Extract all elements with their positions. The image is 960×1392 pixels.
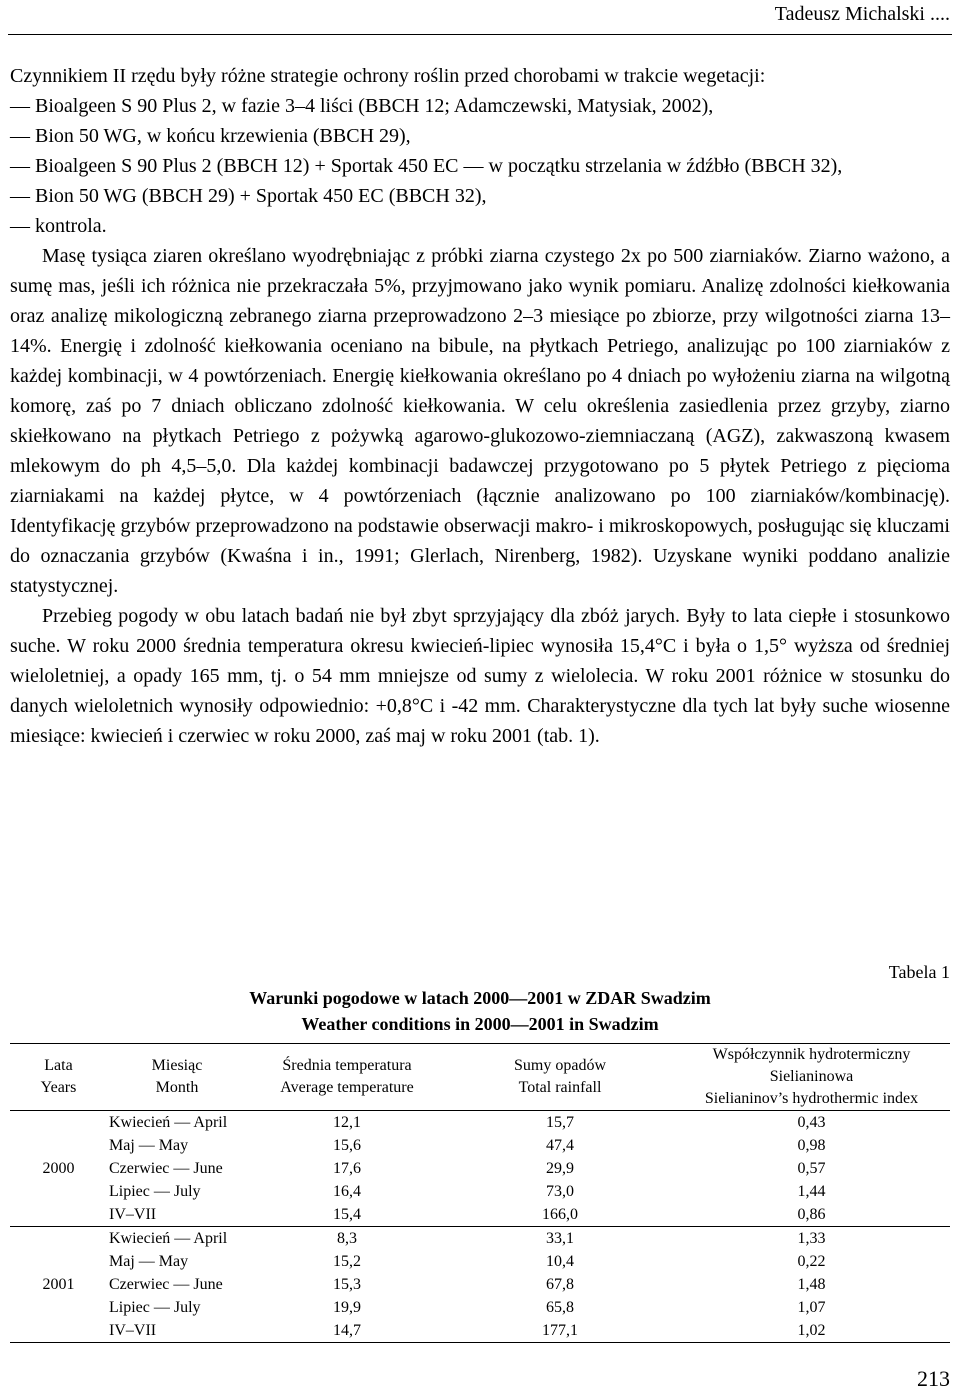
weather-paragraph: Przebieg pogody w obu latach badań nie był zbyt sprzyjający dla zbóż jarych. Były to lata ciepłe i stosunkowo suche. W roku 2000 średnia temperatura okresu kwiecień-lipiec wynosiła 15,4°C i była o 1,5° wyższa od średniej wieloletniej, a opady 165 mm, tj. o 54 mm mniejsze od sumy z wielolecia. W roku 2001 różnice w stosunku do danych wieloletnich wynosiły odpowiednio: +0,8°C i -42 mm. Charakterystyczne dla tych lat były suche wiosenne miesiące: kwiecień i czerwiec w roku 2000, zaś maj w roku 2001 (tab. 1).	[10, 605, 950, 747]
rain-cell: 33,1	[546, 1230, 574, 1247]
temp-cell: 8,3	[337, 1230, 357, 1247]
col-header-index	[673, 1044, 950, 1111]
temp-cell: 15,3	[333, 1276, 361, 1293]
intro-paragraph: Czynnikiem II rzędu były różne strategie ochrony roślin przed chorobami w trakcie wegetacji:	[10, 65, 766, 87]
list-item: — Bion 50 WG, w końcu krzewienia (BBCH 29),	[10, 125, 411, 147]
header-temp-en: Average temperature	[280, 1079, 414, 1096]
rain-cell: 29,9	[546, 1160, 574, 1177]
table-row	[10, 1180, 950, 1203]
list-item: — Bioalgeen S 90 Plus 2, w fazie 3–4 liści (BBCH 12; Adamczewski, Matysiak, 2002),	[10, 95, 714, 117]
header-month-en: Month	[155, 1079, 199, 1096]
month-cell: Lipiec — July	[109, 1299, 201, 1316]
col-header-year	[10, 1044, 107, 1111]
table-row	[10, 1296, 950, 1319]
col-header-rain	[447, 1044, 673, 1111]
header-index-en: Sielianinov’s hydrothermic index	[704, 1090, 919, 1107]
month-cell: Czerwiec — June	[109, 1160, 223, 1177]
col-header-temp	[247, 1044, 447, 1111]
month-cell: Lipiec — July	[109, 1183, 201, 1200]
index-cell: 0,43	[797, 1114, 826, 1131]
header-year-en: Years	[40, 1079, 77, 1096]
index-cell: 1,44	[797, 1183, 826, 1200]
methods-paragraph: Masę tysiąca ziaren określano wyodrębniając z próbki ziarna czystego 2x po 500 ziarniaków. Ziarno ważono, a sumę mas, jeśli ich różnica nie przekraczała 5%, przyjmowano jako wynik pomiaru. Analizę zdolności kiełkowania oraz analizę mikologiczną zebranego ziarna przeprowadzono 2–3 miesiące po zbiorze, przy wilgotności ziarna 13–14%. Energię i zdolność kiełkowania oceniano na bibule, na płytkach Petriego, analizując po 100 ziarniaków z każdej kombinacji, w 4 powtórzeniach. Energię kiełkowania określano po 4 dniach po wyłożeniu ziarna na wilgotną komorę, zaś po 7 dniach obliczano zdolność kiełkowania. W celu określenia zasiedlenia przez grzyby, ziarno skiełkowano na płytkach Petriego z pożywką agarowo-glukozowo-ziemniaczaną (AGZ), zakwaszoną kwasem mlekowym do ph 4,5–5,0. Dla każdej kombinacji badawczej przygotowano po 5 płytek Petriego z pięcioma ziarniakami na każdej płytce, w 4 powtórzeniach (łącznie analizowano po 100 ziarniaków/kombinację). Identyfikację grzybów przeprowadzono na podstawie obserwacji makro- i mikroskopowych, posługując się kluczami do oznaczania grzybów (Kwaśna i in., 1991; Glerlach, Nirenberg, 1982). Uzyskane wyniki poddano analizie statystycznej.	[10, 245, 950, 597]
header-year-pl: Lata	[44, 1057, 73, 1074]
temp-cell: 15,6	[333, 1137, 361, 1154]
month-cell: IV–VII	[107, 1319, 247, 1343]
table-row	[10, 1111, 950, 1135]
temp-cell: 19,9	[333, 1299, 361, 1316]
rain-cell: 65,8	[546, 1299, 574, 1316]
temp-cell: 15,2	[333, 1253, 361, 1270]
table-header-row	[10, 1044, 950, 1111]
month-cell: IV–VII	[107, 1203, 247, 1227]
table-title-en: Weather conditions in 2000—2001 in Swadzim	[301, 1014, 659, 1034]
table-row	[10, 1157, 950, 1180]
header-temp-pl: Średnia temperatura	[282, 1057, 412, 1074]
table-row	[10, 1319, 950, 1343]
header-index-pl2: Sielianinowa	[769, 1068, 854, 1085]
index-cell: 0,86	[673, 1203, 950, 1227]
index-cell: 1,02	[673, 1319, 950, 1343]
running-title: Tadeusz Michalski ....	[774, 3, 950, 25]
rain-cell: 73,0	[546, 1183, 574, 1200]
rain-cell: 177,1	[447, 1319, 673, 1343]
index-cell: 0,22	[797, 1253, 826, 1270]
index-cell: 1,33	[797, 1230, 826, 1247]
header-rain-pl: Sumy opadów	[514, 1057, 606, 1074]
table-row	[10, 1134, 950, 1157]
header-rain-en: Total rainfall	[518, 1079, 602, 1096]
temp-cell: 12,1	[333, 1114, 361, 1131]
list-item: — Bion 50 WG (BBCH 29) + Sportak 450 EC (BBCH 32),	[10, 185, 487, 207]
table-row	[10, 1227, 950, 1251]
temp-cell: 17,6	[333, 1160, 361, 1177]
rain-cell: 10,4	[546, 1253, 574, 1270]
index-cell: 0,57	[797, 1160, 826, 1177]
index-cell: 1,48	[797, 1276, 826, 1293]
table-row	[10, 1203, 950, 1227]
month-cell: Maj — May	[109, 1137, 189, 1154]
body-text	[10, 61, 950, 751]
month-cell: Czerwiec — June	[109, 1276, 223, 1293]
rain-cell: 166,0	[447, 1203, 673, 1227]
table-title-pl: Warunki pogodowe w latach 2000—2001 w ZDAR Swadzim	[249, 988, 711, 1008]
table-caption	[120, 985, 840, 1037]
year-cell: 2001	[10, 1227, 107, 1343]
list-item: — Bioalgeen S 90 Plus 2 (BBCH 12) + Sportak 450 EC — w początku strzelania w źdźbło (BBCH 32),	[10, 155, 843, 177]
temp-cell: 16,4	[333, 1183, 361, 1200]
table-row	[10, 1273, 950, 1296]
header-month-pl: Miesiąc	[151, 1057, 203, 1074]
header-index-pl1: Współczynnik hydrotermiczny	[712, 1046, 911, 1063]
running-header	[8, 0, 952, 35]
month-cell: Maj — May	[109, 1253, 189, 1270]
rain-cell: 67,8	[546, 1276, 574, 1293]
col-header-month	[107, 1044, 247, 1111]
temp-cell: 15,4	[247, 1203, 447, 1227]
table-row	[10, 1250, 950, 1273]
page-number: 213	[917, 1366, 950, 1391]
index-cell: 0,98	[797, 1137, 826, 1154]
month-cell: Kwiecień — April	[109, 1114, 228, 1131]
weather-table	[10, 1043, 950, 1343]
list-item: — kontrola.	[10, 215, 107, 237]
rain-cell: 15,7	[546, 1114, 574, 1131]
rain-cell: 47,4	[546, 1137, 574, 1154]
temp-cell: 14,7	[247, 1319, 447, 1343]
table-number: Tabela 1	[888, 962, 950, 982]
month-cell: Kwiecień — April	[109, 1230, 228, 1247]
year-cell: 2000	[10, 1111, 107, 1227]
index-cell: 1,07	[797, 1299, 826, 1316]
